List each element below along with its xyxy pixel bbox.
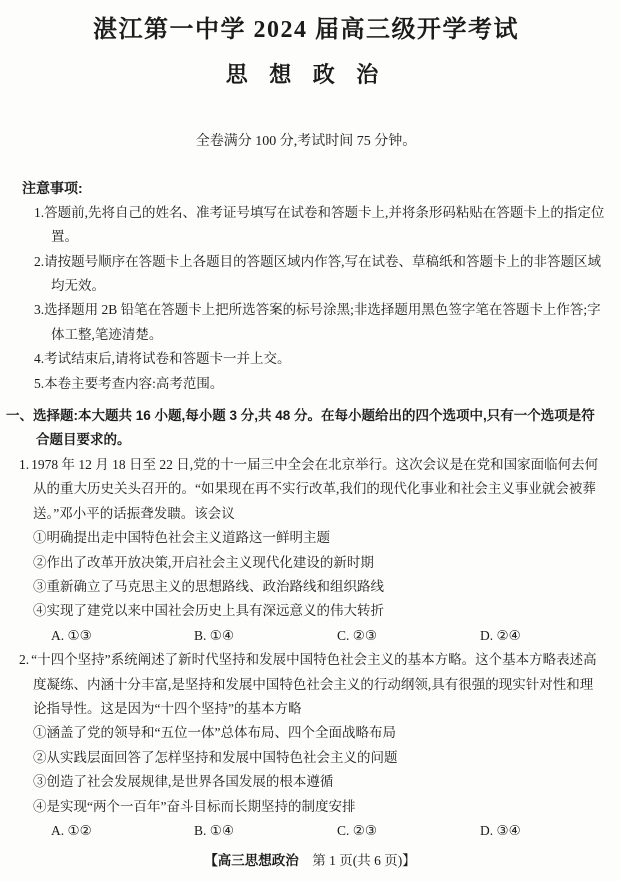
notice-item: 1.答题前,先将自己的姓名、准考证号填写在试卷和答题卡上,并将条形码粘贴在答题卡上的指定位置。 bbox=[34, 204, 605, 245]
question-1-statement-1: ①明确提出走中国特色社会主义道路这一鲜明主题 bbox=[33, 530, 330, 546]
section-heading-multiple-choice: 一、选择题:本大题共 16 小题,每小题 3 分,共 48 分。在每小题给出的四个选项中,只有一个选项是符合题目要求的。 bbox=[6, 408, 595, 448]
footer-page-number: 第 1 页(共 6 页)】 bbox=[298, 852, 416, 868]
question-2 bbox=[6, 648, 606, 843]
notice-item: 2.请按题号顺序在答题卡上各题目的答题区域内作答,写在试卷、草稿纸和答题卡上的非答题区域均无效。 bbox=[34, 253, 601, 294]
notice-item: 3.选择题用 2B 铅笔在答题卡上把所选答案的标号涂黑;非选择题用黑色签字笔在答题卡上作答;字体工整,笔迹清楚。 bbox=[34, 302, 601, 342]
question-2-options-row bbox=[6, 819, 606, 843]
question-1-option-b: B. ①④ bbox=[194, 627, 234, 643]
question-1-number: 1. bbox=[19, 456, 30, 472]
question-2-option-c: C. ②③ bbox=[337, 822, 377, 838]
question-2-statement-1: ①涵盖了党的领导和“五位一体”总体布局、四个全面战略布局 bbox=[33, 725, 396, 741]
page-footer bbox=[0, 849, 620, 873]
question-2-statement-3: ③创造了社会发展规律,是世界各国发展的根本遵循 bbox=[33, 774, 334, 790]
question-2-stem-text: “十四个坚持”系统阐述了新时代坚持和发展中国特色社会主义的基本方略。这个基本方略表述高度凝练、内涵十分丰富,是坚持和发展中国特色社会主义的行动纲领,具有很强的现实针对性和理论指导性。这是因为“十四个坚持”的基本方略 bbox=[31, 652, 597, 716]
question-2-number: 2. bbox=[19, 652, 30, 668]
question-1-stem bbox=[6, 453, 606, 526]
question-1-statement-2: ②作出了改革开放决策,开启社会主义现代化建设的新时期 bbox=[33, 554, 374, 570]
question-1-option-c: C. ②③ bbox=[337, 627, 377, 643]
question-1-options-row bbox=[6, 624, 606, 648]
exam-title: 湛江第一中学 2024 届高三级开学考试 bbox=[93, 17, 519, 43]
question-2-stem bbox=[6, 648, 606, 721]
question-1-option-d: D. ②④ bbox=[480, 627, 521, 643]
question-1-stem-text: 1978 年 12 月 18 日至 22 日,党的十一届三中全会在北京举行。这次会议是在党和国家面临何去何从的重大历史关头召开的。“如果现在再不实行改革,我们的现代化事业和社会主义事业就会被葬送。”邓小平的话振聋发聩。该会议 bbox=[31, 456, 599, 521]
score-info: 全卷满分 100 分,考试时间 75 分钟。 bbox=[195, 134, 417, 149]
question-1 bbox=[6, 453, 606, 648]
question-2-option-a: A. ①② bbox=[51, 822, 92, 838]
question-2-option-b: B. ①④ bbox=[194, 822, 234, 838]
question-2-statement-4: ④是实现“两个一百年”奋斗目标而长期坚持的制度安排 bbox=[33, 798, 356, 814]
question-1-statement-3: ③重新确立了马克思主义的思想路线、政治路线和组织路线 bbox=[33, 578, 384, 594]
subject-title: 思 想 政 治 bbox=[225, 62, 387, 87]
question-1-statement-4: ④实现了建党以来中国社会历史上具有深远意义的伟大转折 bbox=[33, 603, 384, 619]
question-2-option-d: D. ③④ bbox=[480, 822, 521, 838]
footer-paper-label: 【高三思想政治 bbox=[204, 852, 299, 868]
notice-item: 5.本卷主要考查内容:高考范围。 bbox=[34, 375, 224, 391]
question-1-option-a: A. ①③ bbox=[51, 627, 92, 643]
question-2-statement-2: ②从实践层面回答了怎样坚持和发展中国特色社会主义的问题 bbox=[33, 749, 398, 765]
notice-item: 4.考试结束后,请将试卷和答题卡一并上交。 bbox=[34, 351, 291, 367]
notice-heading: 注意事项: bbox=[22, 180, 83, 197]
notice-list bbox=[34, 201, 606, 396]
notice-section bbox=[6, 176, 606, 396]
